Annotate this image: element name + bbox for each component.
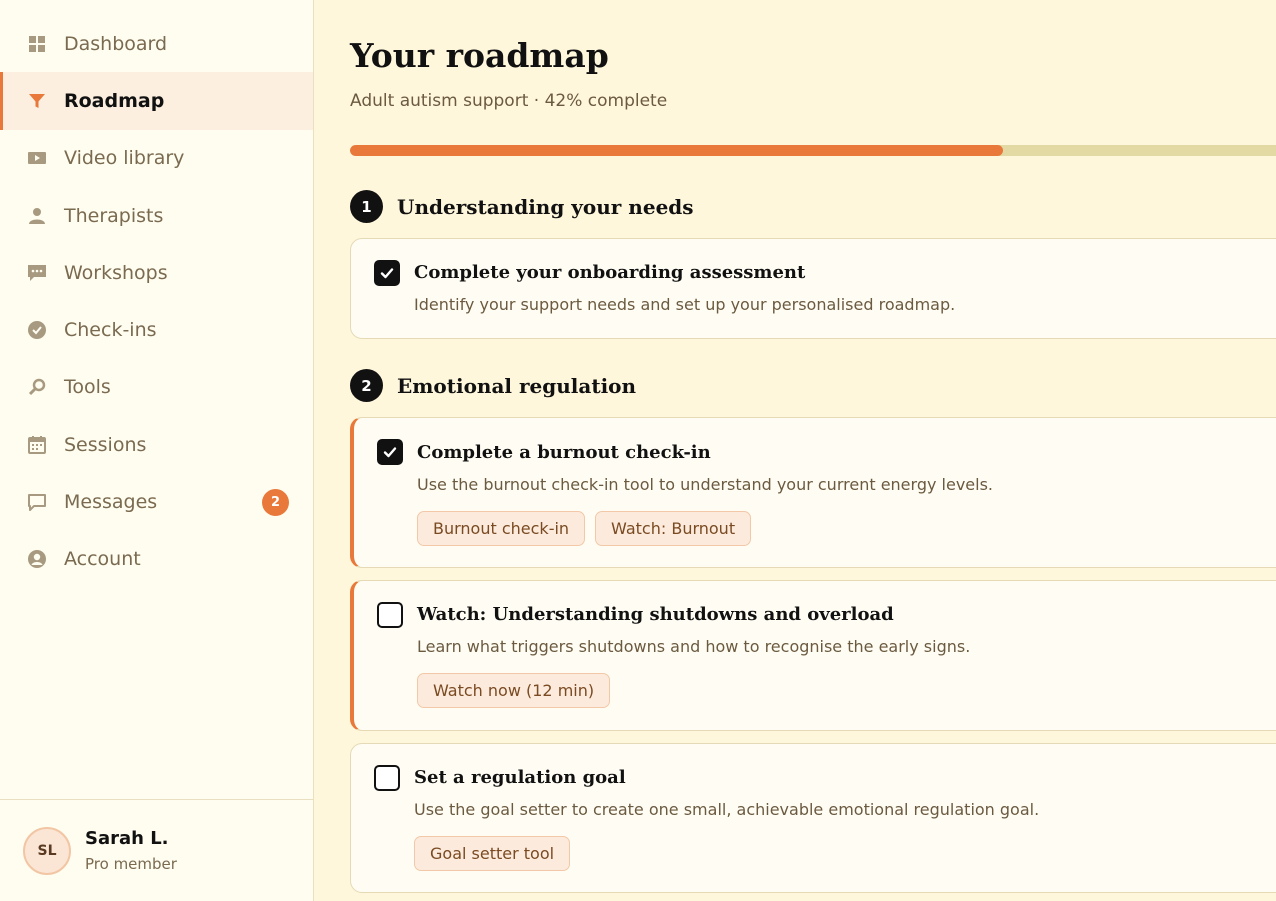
task-description: Learn what triggers shutdowns and how to recognise the early signs. — [417, 637, 971, 656]
sidebar-item-label: Therapists — [64, 204, 164, 227]
calendar-icon — [26, 434, 48, 456]
task-title: Watch: Understanding shutdowns and overload — [417, 604, 894, 625]
sidebar — [0, 0, 314, 901]
sidebar-item-account[interactable] — [0, 531, 313, 588]
sidebar-item-label: Dashboard — [64, 32, 168, 55]
section-header — [350, 190, 694, 223]
user-info — [85, 828, 177, 873]
video-icon — [26, 147, 48, 169]
burnout-check-in-chip[interactable]: Burnout check-in — [417, 511, 585, 546]
filter-icon — [26, 90, 48, 112]
checkmark-icon — [379, 265, 395, 281]
grid-icon — [26, 33, 48, 55]
task-checkbox[interactable] — [374, 765, 400, 791]
section-number: 2 — [350, 369, 383, 402]
task-description: Use the goal setter to create one small, achievable emotional regulation goal. — [414, 800, 1040, 819]
progress-fill — [350, 145, 1003, 156]
sidebar-nav — [0, 0, 313, 588]
main-content — [314, 0, 1276, 901]
user-plan: Pro member — [85, 855, 177, 873]
section-header — [350, 369, 636, 402]
sidebar-item-label: Sessions — [64, 433, 147, 456]
section-title: Emotional regulation — [397, 373, 637, 398]
page-title: Your roadmap — [350, 36, 609, 75]
page-subtitle: Adult autism support · 42% complete — [350, 91, 668, 111]
sidebar-item-tools[interactable] — [0, 359, 313, 416]
sidebar-item-label: Tools — [64, 376, 111, 399]
sidebar-item-check-ins[interactable] — [0, 301, 313, 358]
sidebar-item-label: Video library — [64, 147, 185, 170]
sidebar-item-label: Workshops — [64, 261, 168, 284]
checkmark-icon — [382, 444, 398, 460]
user-name: Sarah L. — [85, 828, 169, 849]
task-checkbox[interactable] — [374, 260, 400, 286]
task-card — [350, 238, 1276, 339]
sidebar-item-messages[interactable] — [0, 473, 313, 530]
sidebar-item-label: Roadmap — [64, 89, 165, 112]
task-title: Complete a burnout check-in — [417, 442, 711, 463]
task-actions — [417, 673, 610, 708]
watch-burnout-chip[interactable]: Watch: Burnout — [595, 511, 751, 546]
sidebar-item-label: Check-ins — [64, 319, 157, 342]
message-icon — [26, 491, 48, 513]
sidebar-item-label: Messages — [64, 491, 158, 514]
goal-setter-chip[interactable]: Goal setter tool — [414, 836, 570, 871]
person-icon — [26, 205, 48, 227]
task-card — [350, 417, 1276, 568]
sidebar-item-video-library[interactable] — [0, 130, 313, 187]
check-circle-icon — [26, 319, 48, 341]
sidebar-item-therapists[interactable] — [0, 187, 313, 244]
progress-bar — [350, 145, 1276, 156]
watch-now-chip[interactable]: Watch now (12 min) — [417, 673, 610, 708]
sidebar-item-label: Account — [64, 548, 141, 571]
task-card — [350, 743, 1276, 893]
sidebar-item-workshops[interactable] — [0, 244, 313, 301]
chat-dots-icon — [26, 262, 48, 284]
unread-badge: 2 — [262, 489, 289, 516]
task-checkbox[interactable] — [377, 602, 403, 628]
sidebar-item-roadmap[interactable] — [0, 72, 313, 129]
task-card — [350, 580, 1276, 731]
task-actions — [417, 511, 751, 546]
task-actions — [414, 836, 570, 871]
task-title: Complete your onboarding assessment — [414, 262, 806, 283]
wrench-icon — [26, 376, 48, 398]
section-number: 1 — [350, 190, 383, 223]
task-title: Set a regulation goal — [414, 767, 626, 788]
account-icon — [26, 548, 48, 570]
sidebar-item-sessions[interactable] — [0, 416, 313, 473]
task-checkbox[interactable] — [377, 439, 403, 465]
avatar: SL — [23, 827, 71, 875]
section-title: Understanding your needs — [397, 194, 694, 219]
user-profile[interactable] — [0, 799, 313, 901]
sidebar-item-dashboard[interactable] — [0, 15, 313, 72]
task-description: Identify your support needs and set up your personalised roadmap. — [414, 295, 956, 314]
task-description: Use the burnout check-in tool to understand your current energy levels. — [417, 475, 993, 494]
